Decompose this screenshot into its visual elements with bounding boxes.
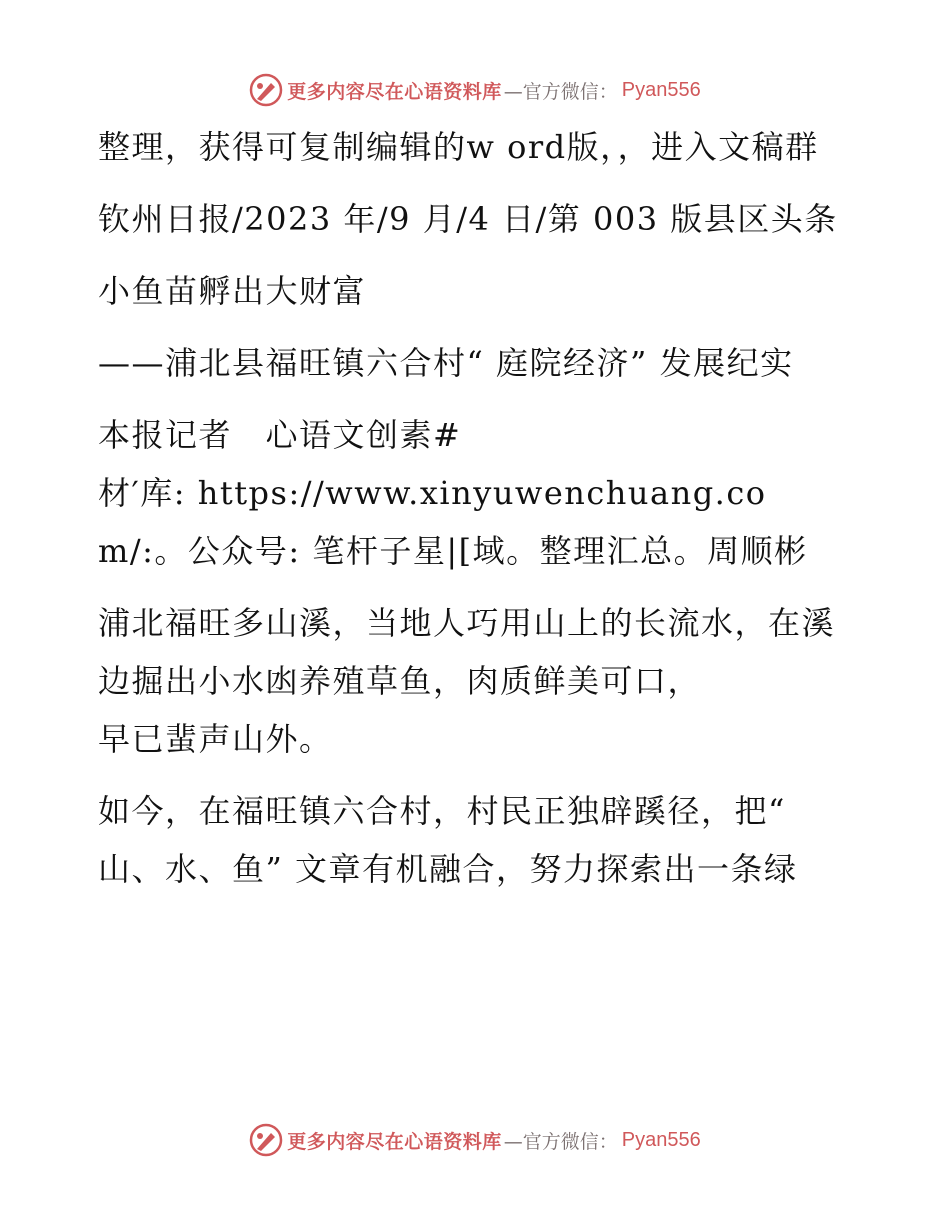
paragraph-body-2: 早已蜚声山外。 bbox=[98, 720, 333, 758]
watermark-banner-bottom bbox=[0, 1120, 950, 1160]
paragraph-body-3: 如今，在福旺镇六合村，村民正独辟蹊径，把“ 山、水、鱼” 文章有机融合，努力探索出一条绿 bbox=[98, 792, 798, 888]
watermark-main-text: 更多内容尽在心语资料库 bbox=[287, 80, 502, 103]
paragraph-source-info: 材′库: https://www.xinyuwenchuang.com/:。公众号: 笔杆子星|[域。整理汇总。周顺彬 bbox=[98, 474, 808, 570]
watermark-main-text: 更多内容尽在心语资料库 bbox=[287, 1130, 502, 1153]
pen-seal-logo-icon bbox=[249, 73, 283, 107]
paragraph-source-line: 钦州日报/2023 年/9 月/4 日/第 003 版县区头条 bbox=[98, 200, 838, 238]
watermark-wechat-id: Pyan556 bbox=[621, 78, 701, 101]
document-body bbox=[98, 118, 838, 912]
article-byline: 本报记者 心语文创素# bbox=[98, 416, 462, 454]
watermark-sub-text: —官方微信： bbox=[503, 80, 618, 103]
watermark-banner-top bbox=[0, 70, 950, 110]
pen-seal-logo-icon bbox=[249, 1123, 283, 1157]
watermark-wechat-id: Pyan556 bbox=[621, 1128, 701, 1151]
watermark-sub-text: —官方微信： bbox=[503, 1130, 618, 1153]
paragraph-body-1: 浦北福旺多山溪，当地人巧用山上的长流水，在溪边掘出小水凼养殖草鱼，肉质鲜美可口， bbox=[98, 604, 836, 700]
article-subtitle: ——浦北县福旺镇六合村“ 庭院经济” 发展纪实 bbox=[98, 344, 794, 382]
article-title: 小鱼苗孵出大财富 bbox=[98, 272, 367, 310]
paragraph-intro-note: 整理，获得可复制编辑的w ord版，，进入文稿群 bbox=[98, 128, 819, 166]
